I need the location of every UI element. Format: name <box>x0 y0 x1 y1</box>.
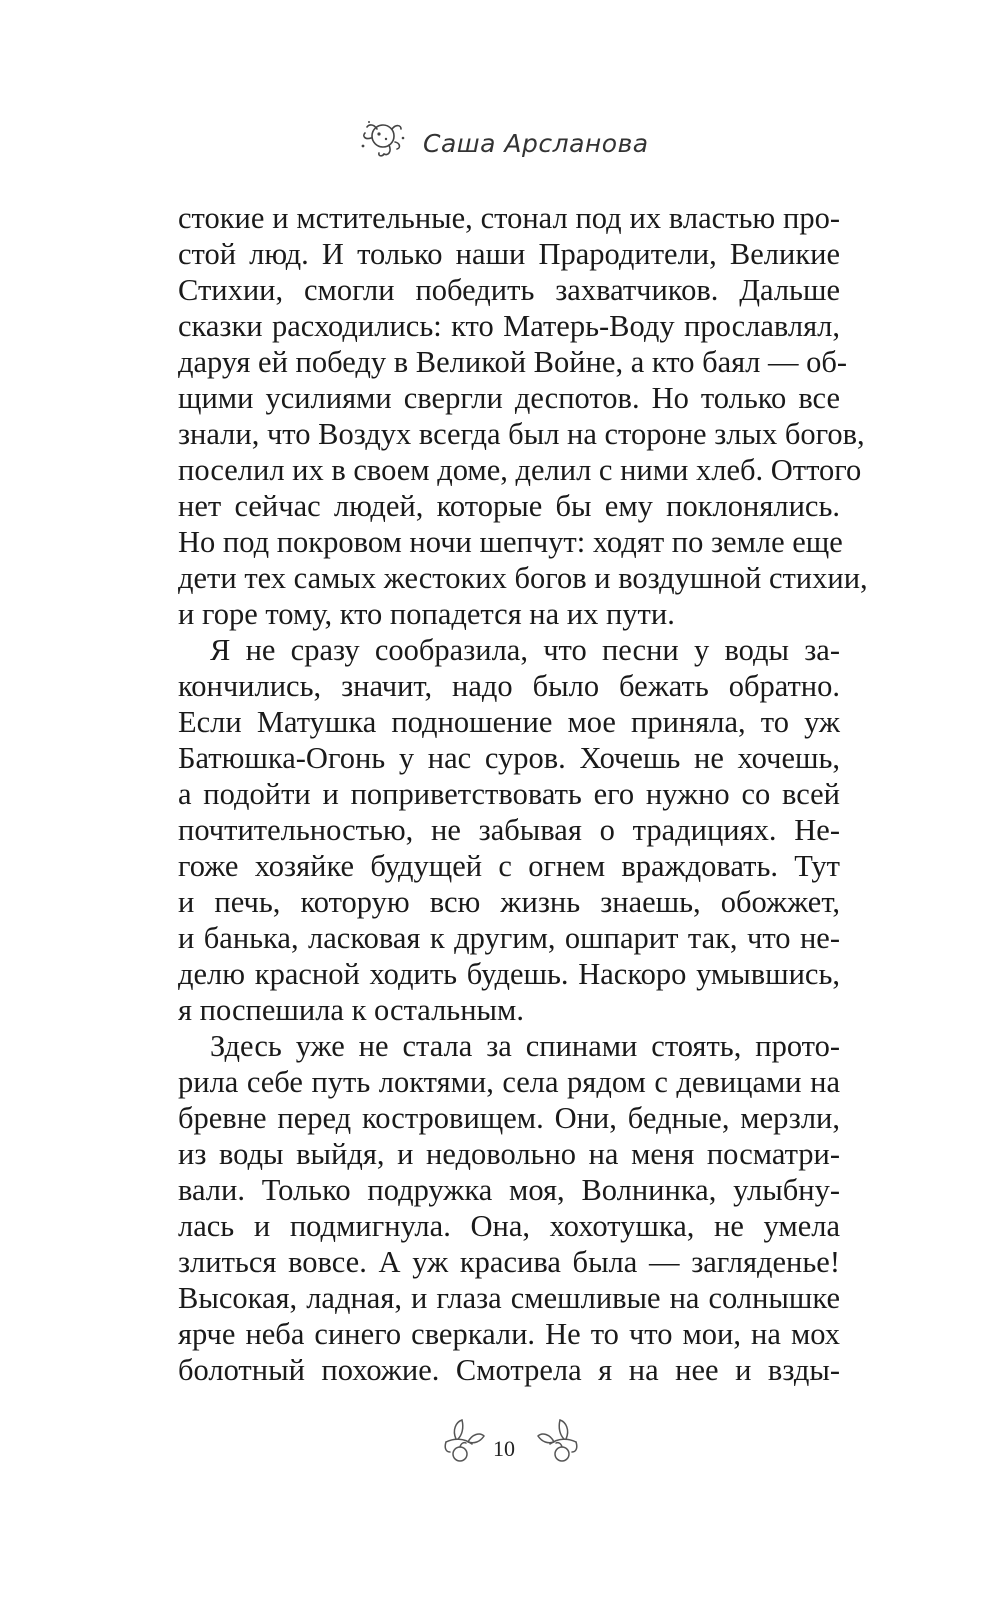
text-line: и горе тому, кто попадется на их пути. <box>178 597 675 631</box>
text-line: рила себе путь локтями, села рядом с девицами на <box>178 1065 840 1099</box>
text-line: и печь, которую всю жизнь знаешь, обожжет, <box>178 885 840 919</box>
running-header <box>355 112 655 172</box>
text-line: знали, что Воздух всегда был на стороне злых богов, <box>178 417 865 451</box>
text-line: сказки расходились: кто Матерь-Воду прославлял, <box>178 309 840 343</box>
text-line: почтительностью, не забывая о традициях. Не- <box>178 813 840 847</box>
text-line: лась и подмигнула. Она, хохотушка, не умела <box>178 1209 840 1243</box>
author-name: Саша Арсланова <box>423 129 649 158</box>
text-line: я поспешила к остальным. <box>178 993 524 1027</box>
text-line: Я не сразу сообразила, что песни у воды за- <box>210 633 840 667</box>
text-line: Стихии, смогли победить захватчиков. Дальше <box>178 273 840 307</box>
text-line: Если Матушка подношение мое приняла, то уж <box>178 705 840 739</box>
text-line: и банька, ласковая к другим, ошпарит так, что не- <box>178 921 840 955</box>
text-line: а подойти и поприветствовать его нужно со всей <box>178 777 840 811</box>
text-line: нет сейчас людей, которые бы ему поклонялись. <box>178 489 840 523</box>
text-line: Батюшка-Огонь у нас суров. Хочешь не хочешь, <box>178 741 840 775</box>
text-line: из воды выйдя, и недовольно на меня посматри- <box>178 1137 840 1171</box>
text-line: болотный похожие. Смотрела я на нее и взды- <box>178 1353 840 1387</box>
text-line: делю красной ходить будешь. Наскоро умывшись, <box>178 957 840 991</box>
text-line: дети тех самых жестоких богов и воздушной стихии, <box>178 561 868 595</box>
text-line: даруя ей победу в Великой Войне, а кто баял — об- <box>178 345 848 379</box>
moon-flourish-icon <box>355 112 415 172</box>
page-number: 10 <box>493 1436 515 1461</box>
text-line: злиться вовсе. А уж красива была — загляденье! <box>178 1245 840 1279</box>
text-line: Здесь уже не стала за спинами стоять, прото- <box>210 1029 840 1063</box>
text-line: щими усилиями свергли деспотов. Но только все <box>178 381 840 415</box>
text-line: гоже хозяйке будущей с огнем враждовать. Тут <box>178 849 840 883</box>
text-line: Но под покровом ночи шепчут: ходят по земле еще <box>178 525 843 559</box>
text-line: поселил их в своем доме, делил с ними хлеб. Оттого <box>178 453 862 487</box>
leaf-sprig-icon <box>438 1408 488 1478</box>
text-line: стой люд. И только наши Прародители, Великие <box>178 237 840 271</box>
text-line: стокие и мстительные, стонал под их властью про- <box>178 201 840 235</box>
text-line: кончились, значит, надо было бежать обратно. <box>178 669 840 703</box>
text-line: бревне перед костровищем. Они, бедные, мерзли, <box>178 1101 840 1135</box>
text-line: вали. Только подружка моя, Волнинка, улыбну- <box>178 1173 840 1207</box>
page-footer <box>438 1408 568 1478</box>
text-line: ярче неба синего сверкали. Не то что мои, на мох <box>178 1317 840 1351</box>
text-line: Высокая, ладная, и глаза смешливые на солнышке <box>178 1281 840 1315</box>
leaf-sprig-icon <box>534 1408 584 1478</box>
